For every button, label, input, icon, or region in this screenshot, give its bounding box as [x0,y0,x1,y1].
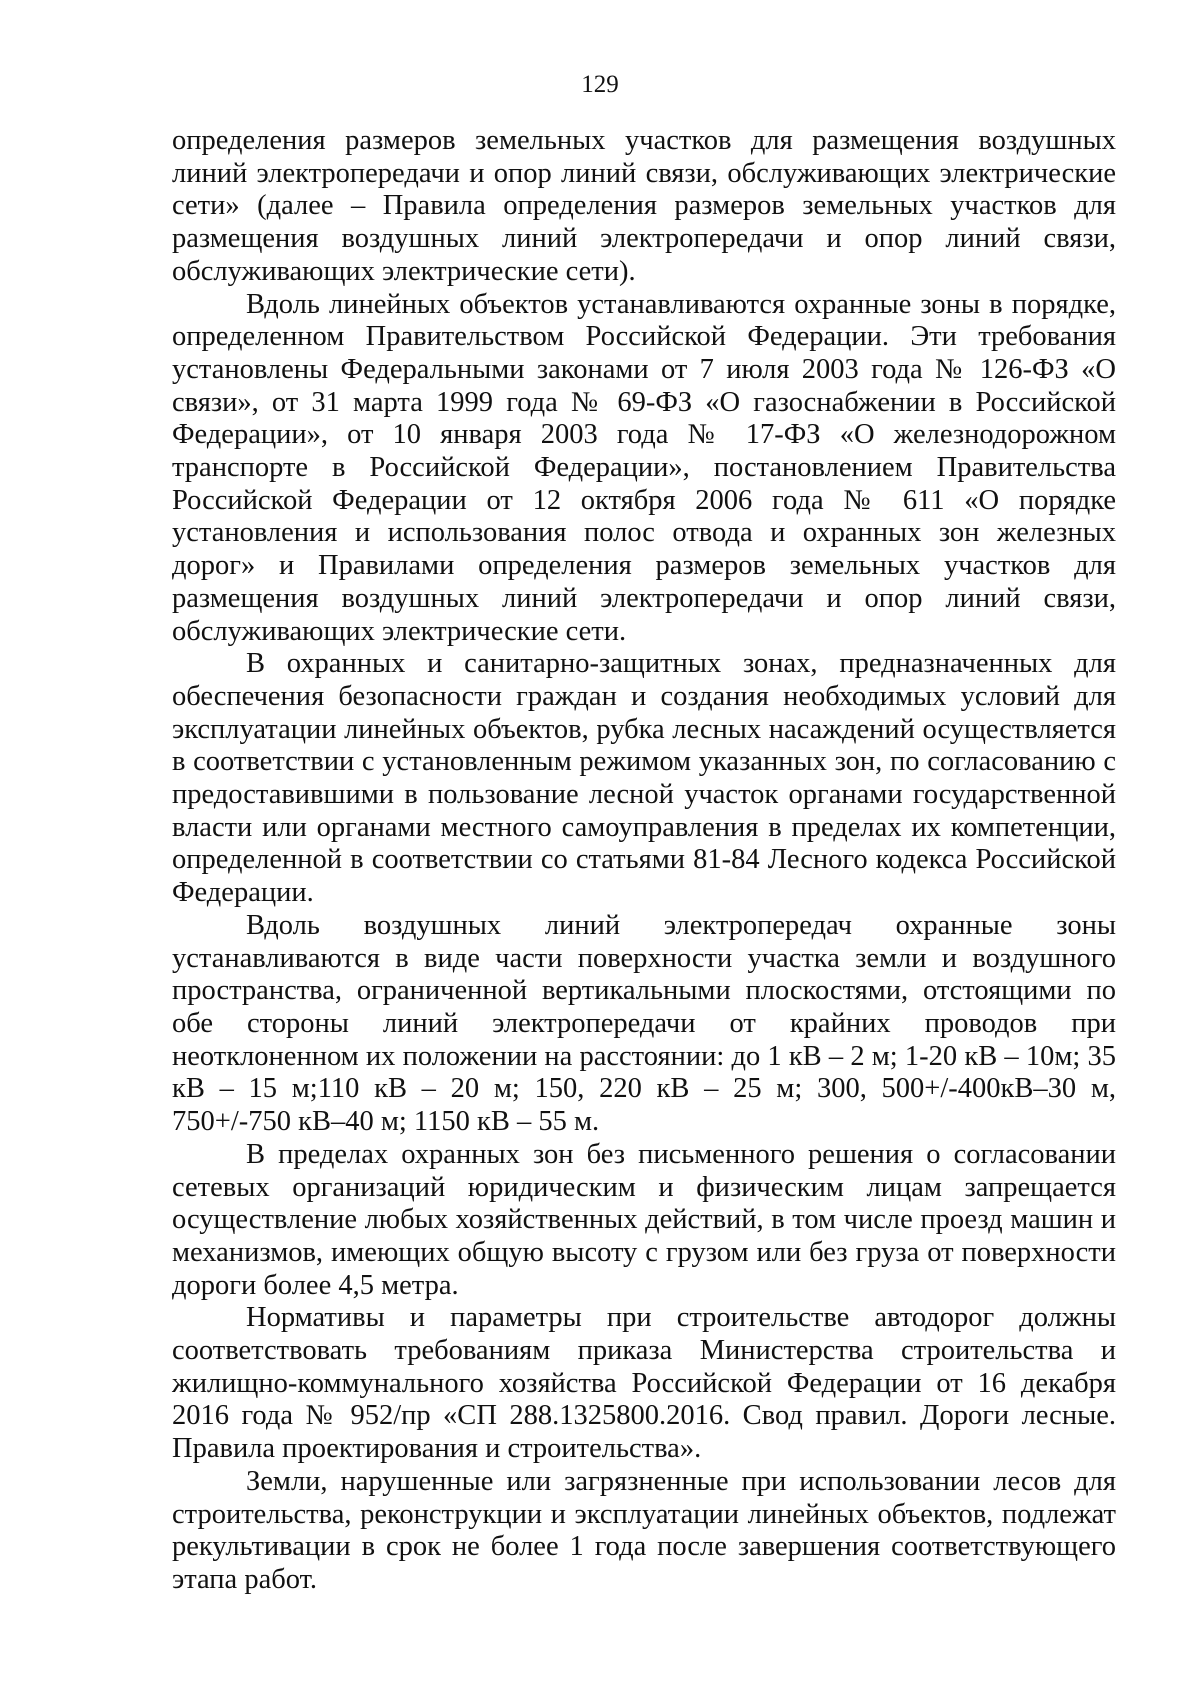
page-number: 129 [581,71,619,98]
paragraph-protected-zones: Вдоль линейных объектов устанавливаются охранные зоны в порядке, определенном Правительством Российской Федерации. Эти требования установлены Федеральными законами от 7 июля 2003 года № 126-ФЗ «О связи», от 31 марта 1999 года № 69-ФЗ «О газоснабжении в Российской Федерации», от 10 января 2003 года № 17-ФЗ «О железнодорожном транспорте в Российской Федерации», постановлением Правительства Российской Федерации от 12 октября 2006 года № 611 «О порядке установления и использования полос отвода и охранных зон железных дорог» и Правилами определения размеров земельных участков для размещения воздушных линий электропередачи и опор линий связи, обслуживающих электрические сети. [172,288,1116,647]
paragraph-recultivation: Земли, нарушенные или загрязненные при использовании лесов для строительства, реконструкции и эксплуатации линейных объектов, подлежат рекультивации в срок не более 1 года после завершения соответствующего этапа работ. [172,1465,1116,1595]
paragraph-road-standards: Нормативы и параметры при строительстве автодорог должны соответствовать требованиям приказа Министерства строительства и жилищно-коммунального хозяйства Российской Федерации от 16 декабря 2016 года № 952/пр «СП 288.1325800.2016. Свод правил. Дороги лесные. Правила проектирования и строительства». [172,1302,1116,1465]
document-body [172,125,1116,1597]
paragraph-power-lines: Вдоль воздушных линий электропередач охранные зоны устанавливаются в виде части поверхности участка земли и воздушного пространства, ограниченной вертикальными плоскостями, отстоящими по обе стороны линий электропередачи от крайних проводов при неотклоненном их положении на расстоянии: до 1 кВ – 2 м; 1-20 кВ – 10м; 35 кВ – 15 м;110 кВ – 20 м; 150, 220 кВ – 25 м; 300, 500+/-400кВ–30 м, 750+/-750 кВ–40 м; 1150 кВ – 55 м. [172,909,1116,1138]
paragraph-restrictions: В пределах охранных зон без письменного решения о согласовании сетевых организаций юридическим и физическим лицам запрещается осуществление любых хозяйственных действий, в том числе проезд машин и механизмов, имеющих общую высоту с грузом или без груза от поверхности дороги более 4,5 метра. [172,1138,1116,1301]
paragraph-continuation: определения размеров земельных участков для размещения воздушных линий электропередачи и опор линий связи, обслуживающих электрические сети» (далее – Правила определения размеров земельных участков для размещения воздушных линий электропередачи и опор линий связи, обслуживающих электрические сети). [172,125,1116,287]
paragraph-sanitary-zones: В охранных и санитарно-защитных зонах, предназначенных для обеспечения безопасности граждан и создания необходимых условий для эксплуатации линейных объектов, рубка лесных насаждений осуществляется в соответствии с установленным режимом указанных зон, по согласованию с предоставившими в пользование лесной участок органами государственной власти или органами местного самоуправления в пределах их компетенции, определенной в соответствии со статьями 81-84 Лесного кодекса Российской Федерации. [172,648,1116,909]
